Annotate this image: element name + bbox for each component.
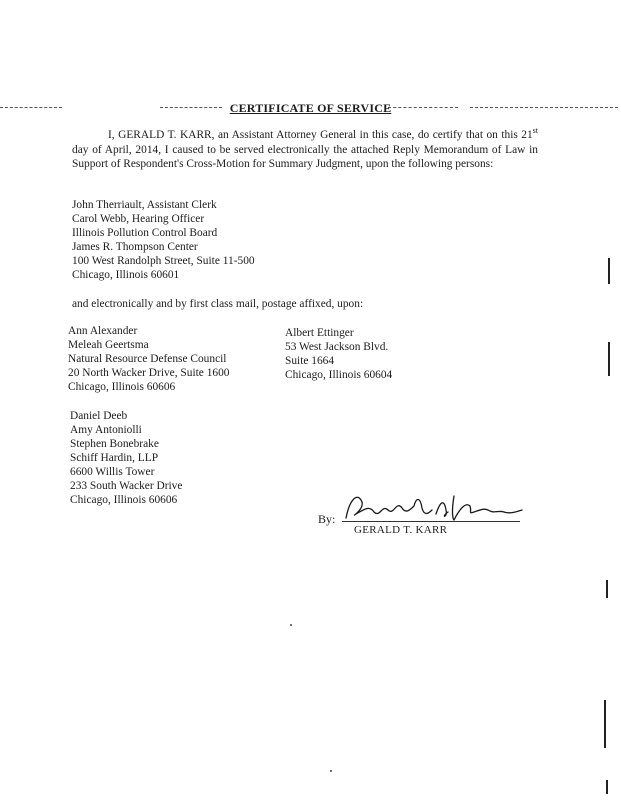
recipient-address-ettinger [285,326,392,382]
address-line: Natural Resource Defense Council [68,353,227,365]
address-line: Albert Ettinger [285,327,354,339]
signature-line [342,521,520,522]
recipient-address-nrdc [68,324,229,394]
scan-edge-mark [606,580,608,598]
address-line: Suite 1664 [285,355,335,367]
address-line: Chicago, Illinois 60606 [70,494,178,506]
address-line: Meleah Geertsma [68,339,149,351]
address-line: 233 South Wacker Drive [70,480,183,492]
scan-edge-mark [606,780,608,794]
scan-edge-mark [608,258,610,284]
scan-edge-mark [604,700,606,748]
address-line: Daniel Deeb [70,410,128,422]
address-line: 6600 Willis Tower [70,466,155,478]
address-line: Stephen Bonebrake [70,438,159,450]
address-line: John Therriault, Assistant Clerk [72,199,217,211]
scan-speck [290,624,292,626]
address-line: 20 North Wacker Drive, Suite 1600 [68,367,230,379]
scan-edge-mark [608,342,610,376]
address-line: Illinois Pollution Control Board [72,227,218,239]
signature-by-label: By: [318,512,336,526]
service-method-text: and electronically and by first class mail, postage affixed, upon: [72,298,364,310]
address-line: 100 West Randolph Street, Suite 11-500 [72,255,255,267]
recipient-address-schiff-hardin [70,409,182,507]
address-line: Amy Antoniolli [70,424,142,436]
address-line: Ann Alexander [68,325,138,337]
address-line: Chicago, Illinois 60606 [68,381,176,393]
address-line: Chicago, Illinois 60604 [285,369,393,381]
signatory-name: GERALD T. KARR [354,524,448,536]
address-line: Chicago, Illinois 60601 [72,269,180,281]
scan-speck [330,770,332,772]
page-title: CERTIFICATE OF SERVICE [229,101,392,115]
primary-recipient-address [72,198,255,282]
address-line: James R. Thompson Center [72,241,198,253]
address-line: Schiff Hardin, LLP [70,452,159,464]
address-line: 53 West Jackson Blvd. [285,341,389,353]
address-line: Carol Webb, Hearing Officer [72,213,205,225]
handwritten-signature [336,488,526,528]
certification-paragraph: I, GERALD T. KARR, an Assistant Attorney General in this case, do certify that on this 21st day of April, 2014, I caused to be served electronically the attached Reply Memorandum of Law in Support of Respondent's Cross-Motion for Summary Judgment, upon the following persons: [72,126,538,170]
